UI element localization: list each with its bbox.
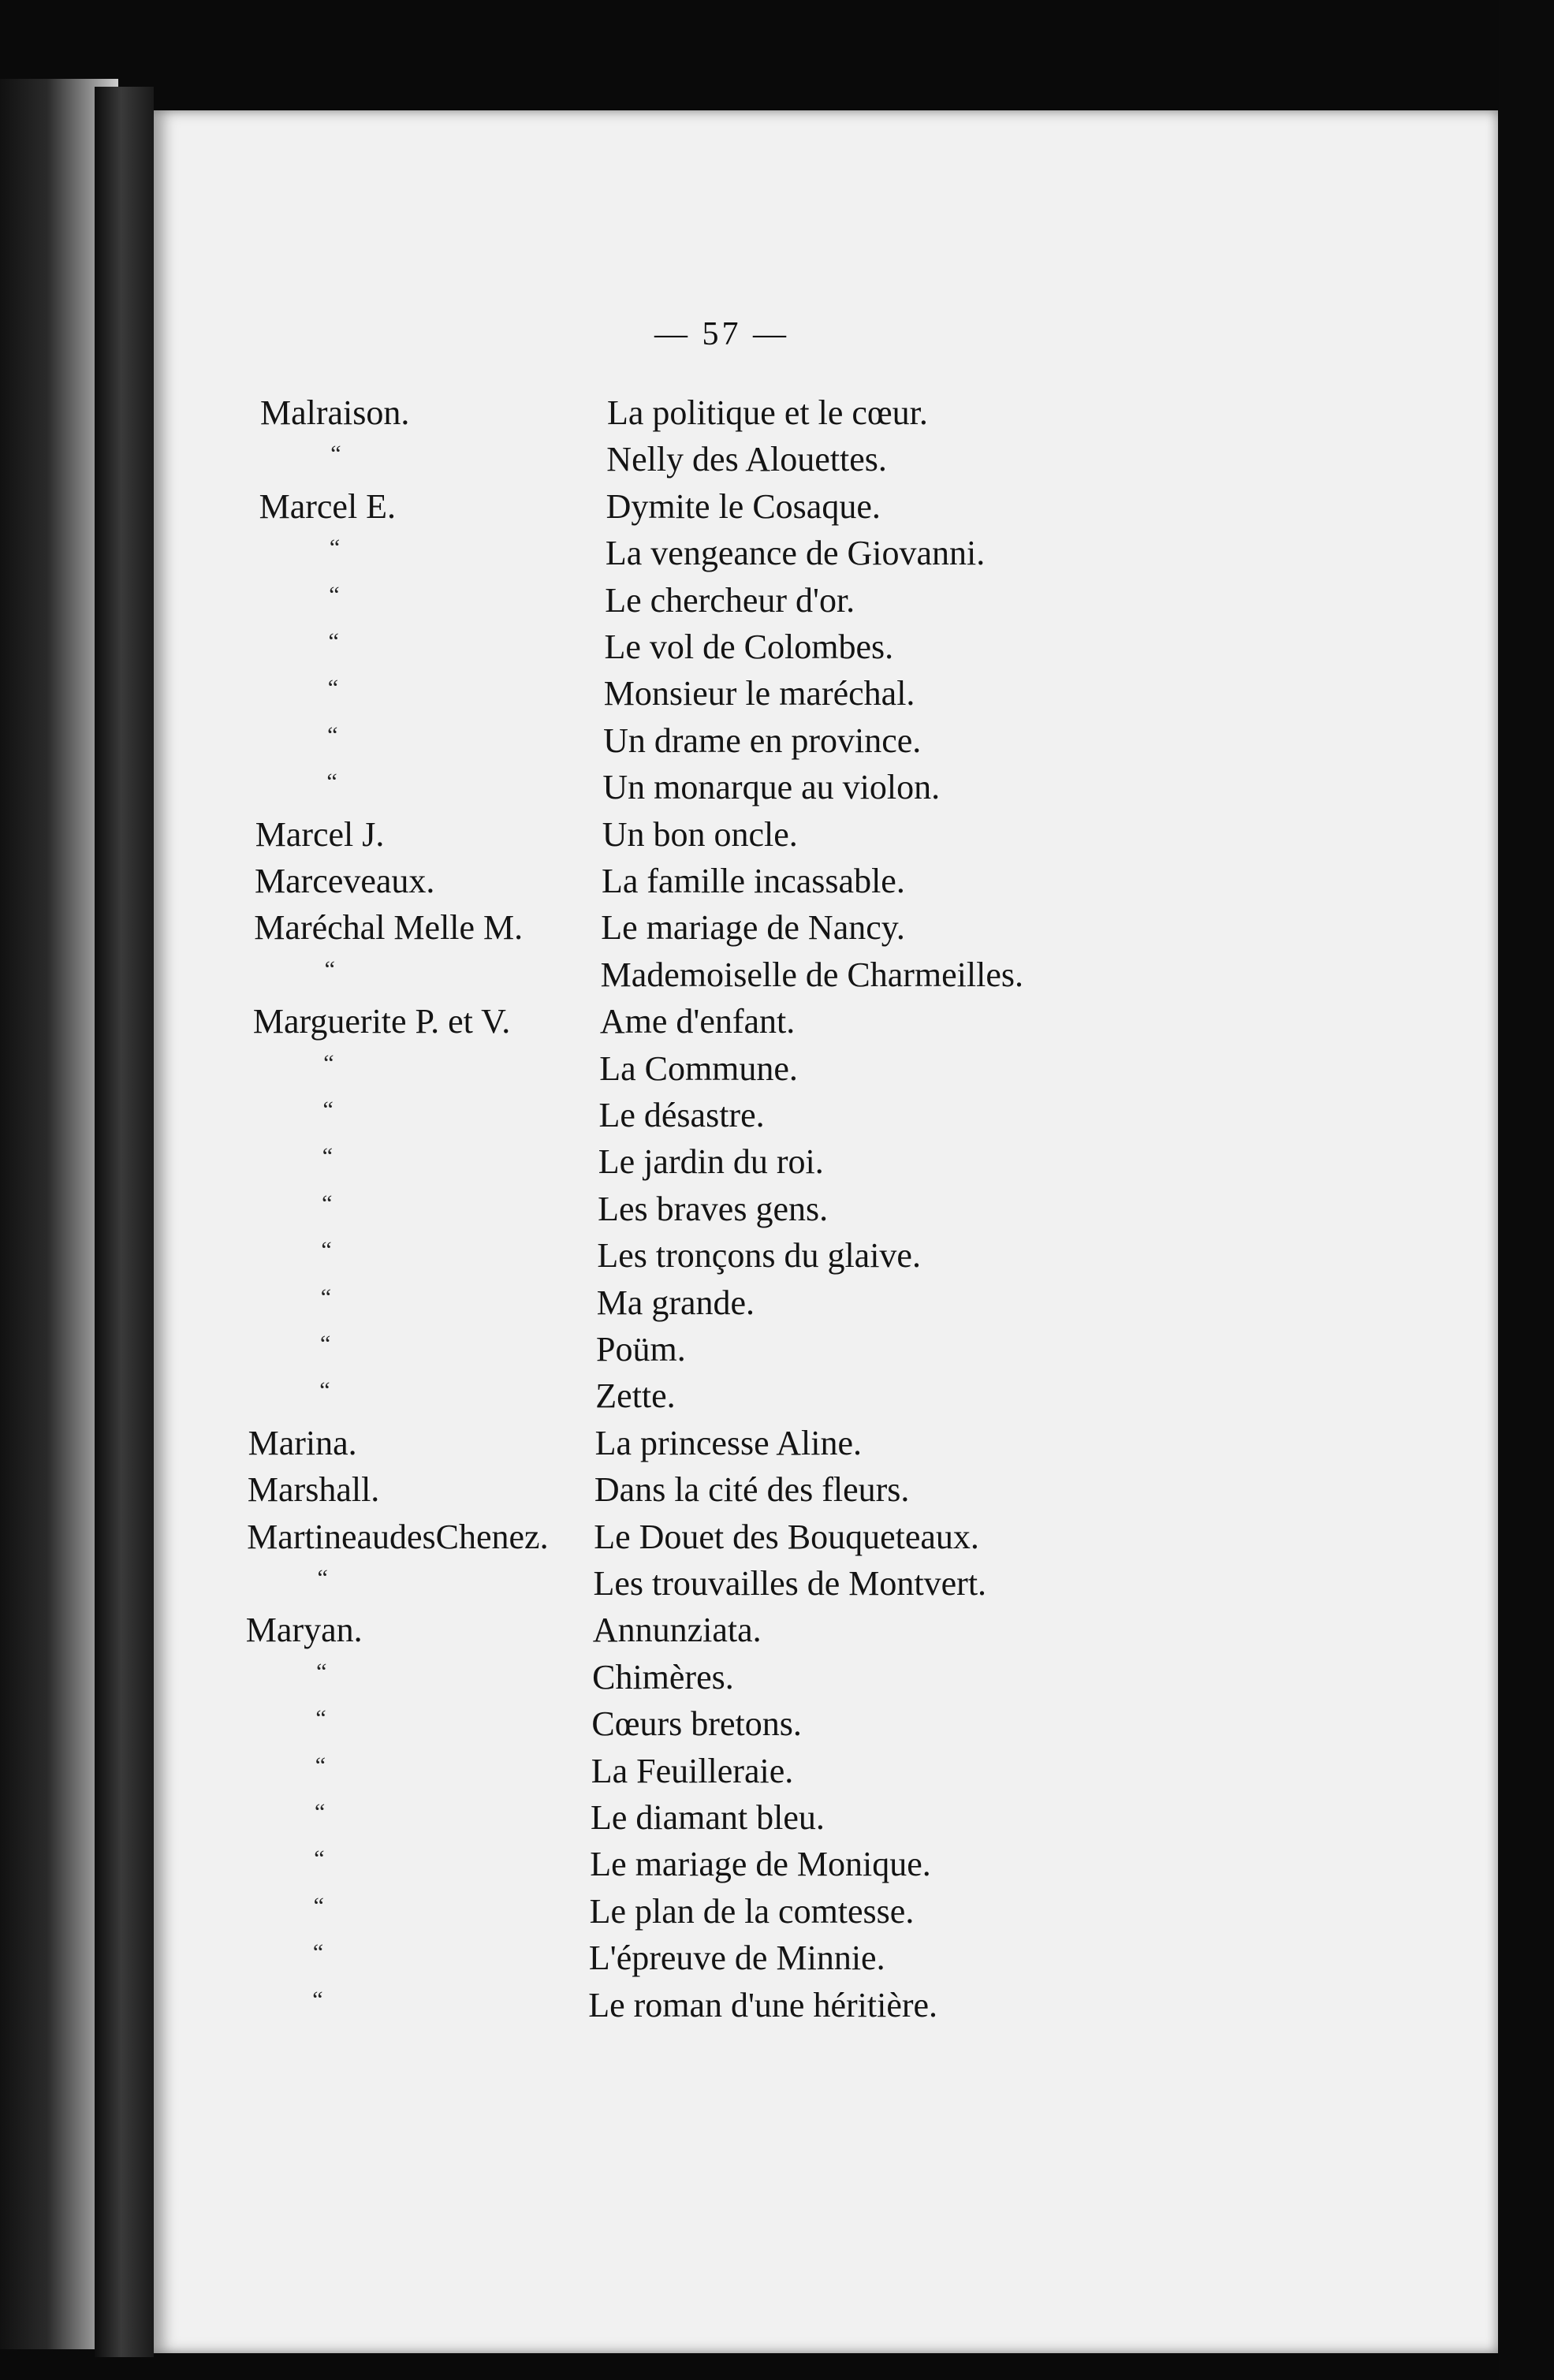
ditto-mark: “ xyxy=(322,1143,334,1170)
ditto-mark: “ xyxy=(315,1799,326,1825)
entry-title: Zette. xyxy=(595,1376,676,1416)
entry-title: Chimères. xyxy=(592,1657,734,1697)
catalog-entry xyxy=(0,1561,1554,1607)
ditto-mark: “ xyxy=(323,1049,334,1076)
catalog-entry xyxy=(0,1842,1554,1887)
catalog-entry xyxy=(0,1421,1554,1466)
entry-title: Dans la cité des fleurs. xyxy=(594,1470,910,1510)
entry-title: Le vol de Colombes. xyxy=(604,628,894,666)
ditto-mark: “ xyxy=(315,1752,326,1778)
entry-title: Mademoiselle de Charmeilles. xyxy=(600,955,1023,994)
catalog-entry xyxy=(0,1655,1554,1700)
entry-title: Le désastre. xyxy=(598,1096,765,1134)
entry-title: Le plan de la comtesse. xyxy=(589,1891,915,1931)
catalog-entry xyxy=(0,578,1554,624)
entry-author: Marshall. xyxy=(247,1470,380,1510)
catalog-entry xyxy=(0,437,1554,482)
catalog-entry xyxy=(0,1514,1554,1560)
catalog-entry xyxy=(0,952,1554,998)
entry-title: Le chercheur d'or. xyxy=(605,580,855,620)
entry-author: Marina. xyxy=(248,1423,357,1462)
entry-title: Cœurs bretons. xyxy=(591,1704,802,1744)
page-number: — 57 — xyxy=(654,316,789,352)
catalog-entry xyxy=(0,1093,1554,1138)
catalog-entry xyxy=(0,1935,1554,1981)
ditto-mark: “ xyxy=(329,534,341,561)
catalog-entry xyxy=(0,1701,1554,1747)
entry-author: Marcel J. xyxy=(255,814,385,854)
catalog-entry xyxy=(0,1373,1554,1419)
entry-author: Maryan. xyxy=(245,1611,363,1650)
entry-title: La politique et le cœur. xyxy=(607,393,928,432)
entry-title: La Commune. xyxy=(599,1048,798,1088)
ditto-mark: “ xyxy=(329,581,340,608)
ditto-mark: “ xyxy=(312,1939,324,1966)
ditto-mark: “ xyxy=(321,1237,332,1264)
ditto-mark: “ xyxy=(316,1658,327,1685)
catalog-entry xyxy=(0,718,1554,764)
catalog-entry xyxy=(0,1889,1554,1935)
catalog-entry xyxy=(0,812,1554,858)
catalog-entry xyxy=(0,999,1554,1045)
catalog-entry xyxy=(0,671,1554,717)
entry-title: Poüm. xyxy=(596,1330,686,1369)
catalog-entry xyxy=(0,1233,1554,1279)
entry-title: Le roman d'une héritière. xyxy=(588,1985,938,2024)
catalog-entry xyxy=(0,1327,1554,1373)
entry-title: La vengeance de Giovanni. xyxy=(605,534,986,573)
entry-title: Les braves gens. xyxy=(598,1189,829,1228)
entry-title: Monsieur le maréchal. xyxy=(603,674,915,713)
entry-author: Maréchal Melle M. xyxy=(254,908,524,948)
ditto-mark: “ xyxy=(327,675,339,702)
entry-title: L'épreuve de Minnie. xyxy=(588,1939,885,1978)
entry-title: Annunziata. xyxy=(592,1611,762,1650)
catalog-entry xyxy=(0,905,1554,951)
ditto-mark: “ xyxy=(326,769,337,795)
catalog-entry xyxy=(0,1186,1554,1232)
entry-title: Les trouvailles de Montvert. xyxy=(593,1564,987,1603)
entry-author: Marguerite P. et V. xyxy=(252,1002,511,1041)
ditto-mark: “ xyxy=(324,955,335,982)
ditto-mark: “ xyxy=(319,1377,330,1404)
entry-title: Le jardin du roi. xyxy=(598,1142,824,1182)
entry-title: Le mariage de Nancy. xyxy=(601,908,905,948)
catalog-entry xyxy=(0,1795,1554,1841)
entry-title: Un monarque au violon. xyxy=(602,768,941,807)
catalog-entry xyxy=(0,1983,1554,2028)
ditto-mark: “ xyxy=(312,1986,323,2013)
entry-title: Nelly des Alouettes. xyxy=(606,440,887,479)
entry-title: La princesse Aline. xyxy=(594,1423,863,1462)
ditto-mark: “ xyxy=(320,1283,332,1310)
catalog-entry xyxy=(0,859,1554,904)
catalog-entry xyxy=(0,1139,1554,1185)
entry-title: La Feuilleraie. xyxy=(591,1751,794,1790)
ditto-mark: “ xyxy=(313,1892,324,1919)
ditto-mark: “ xyxy=(322,1190,333,1216)
entry-title: Les tronçons du glaive. xyxy=(597,1236,921,1276)
ditto-mark: “ xyxy=(314,1846,325,1872)
catalog-entry xyxy=(0,624,1554,670)
entry-title: Ame d'enfant. xyxy=(599,1002,796,1041)
catalog-entry xyxy=(0,531,1554,576)
entry-title: Le Douet des Bouqueteaux. xyxy=(594,1517,979,1556)
ditto-mark: “ xyxy=(322,1097,334,1123)
catalog-entry xyxy=(0,1749,1554,1794)
catalog-entry xyxy=(0,1046,1554,1092)
ditto-mark: “ xyxy=(317,1565,328,1591)
ditto-mark: “ xyxy=(328,628,339,654)
entry-title: La famille incassable. xyxy=(602,862,905,900)
entry-title: Ma grande. xyxy=(596,1283,755,1322)
entry-title: Dymite le Cosaque. xyxy=(606,486,881,526)
ditto-mark: “ xyxy=(320,1331,331,1357)
entry-author: MartineaudesChenez. xyxy=(247,1517,549,1556)
entry-title: Un drame en province. xyxy=(603,721,922,760)
catalog-entry xyxy=(0,1280,1554,1326)
entry-author: Marceveaux. xyxy=(255,862,435,900)
entry-title: Le diamant bleu. xyxy=(591,1798,825,1837)
catalog-entry xyxy=(0,1607,1554,1653)
catalog-entry xyxy=(0,1467,1554,1513)
catalog-entry xyxy=(0,484,1554,530)
entry-author: Marcel E. xyxy=(259,486,397,526)
entry-title: Le mariage de Monique. xyxy=(590,1845,931,1884)
ditto-mark: “ xyxy=(315,1705,326,1732)
entry-title: Un bon oncle. xyxy=(602,814,798,854)
entry-author: Malraison. xyxy=(260,393,410,432)
catalog-entry xyxy=(0,765,1554,810)
ditto-mark: “ xyxy=(327,721,338,748)
catalog-entry xyxy=(0,390,1554,436)
ditto-mark: “ xyxy=(330,441,341,467)
